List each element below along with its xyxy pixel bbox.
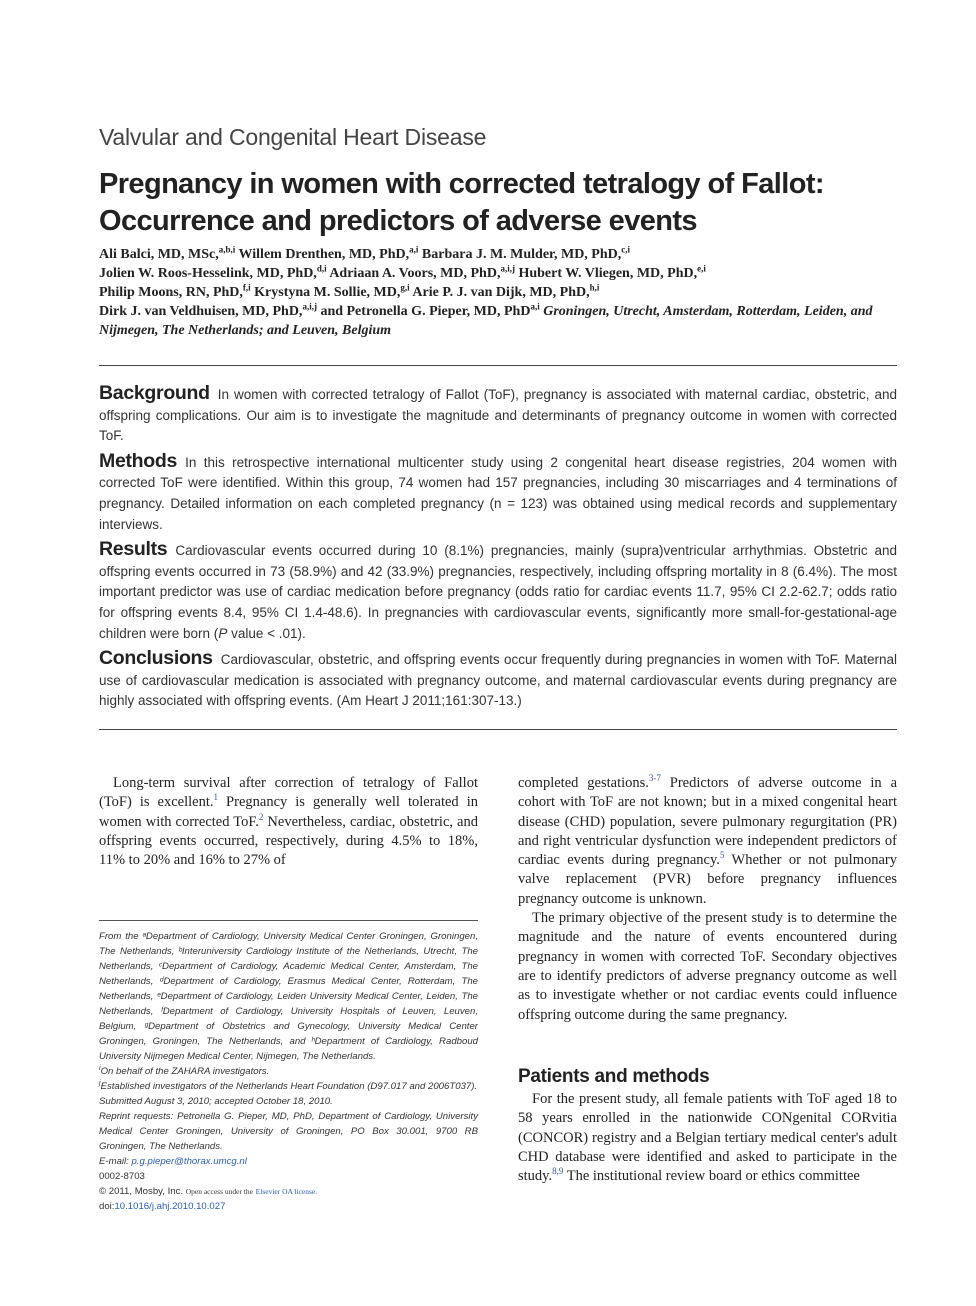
author: Hubert W. Vliegen, MD, PhD,$^{e,i}$: [518, 263, 706, 281]
article-title: Pregnancy in women with corrected tetralogy of Fallot: Occurrence and predictors of adverse events: [99, 168, 824, 237]
author-list: [99, 245, 899, 340]
methods-paragraph: For the present study, all female patients with ToF aged 18 to 58 years enrolled in the nationwide CONgenital CORvitia (CONCOR) registry and a Belgian tertiary medical center's adult CHD database were identified and asked to participate in the study.$^{8,9}$ The institutional review board or ethics committee: [518, 1091, 897, 1185]
abstract-bottom-rule: [99, 729, 897, 730]
doi-link[interactable]: 10.1016/j.ahj.2010.10.027: [114, 1201, 226, 1212]
email-link[interactable]: p.g.pieper@thorax.umcg.nl: [131, 1156, 247, 1167]
abstract-top-rule: [99, 365, 897, 366]
section-heading: Patients and methods: [518, 1065, 710, 1087]
abstract-conclusions: Conclusions Cardiovascular, obstetric, and offspring events occur frequently during pregnancies in women with ToF. Maternal use of cardiovascular medication is associated with pregnancy outcome, and maternal cardiovascular events during pregnancy are highly associated with offspring events. (Am Heart J 2011;161:307-13.): [99, 647, 897, 709]
abstract-methods: Methods In this retrospective international multicenter study using 2 congenital heart disease registries, 204 women with corrected ToF were identified. Within this group, 74 women had 157 pregnancies, including 30 miscarriages and 4 terminations of pregnancy. Detailed information on each completed pregnancy (n = 123) was obtained using medical records and supplementary interviews.: [99, 449, 897, 532]
citation-link[interactable]: 8,9: [552, 1166, 564, 1177]
citation-link[interactable]: 5: [719, 850, 725, 861]
author: Barbara J. M. Mulder, MD, PhD,$^{c,i}$: [421, 244, 630, 262]
author: Willem Drenthen, MD, PhD,$^{a,i}$: [238, 244, 419, 262]
intro-paragraph: Long-term survival after correction of tetralogy of Fallot (ToF) is excellent.$^1$ Pregnancy is generally well tolerated in women with corrected ToF.$^2$ Nevertheless, cardiac, obstetric, and offspring events occurred, respectively, during 4.5% to 18%, 11% to 20% and 16% to 27% of: [99, 775, 478, 869]
footnotes: [99, 929, 478, 1214]
intro-paragraph-cont: completed gestations.$^{3-7}$ Predictors of adverse outcome in a cohort with ToF are not known; but in a mixed congenital heart disease (CHD) population, severe pulmonary regurgitation (PR) and right ventricular dysfunction were independent predictors of cardiac events during pregnancy.$^5$ Whether or not pulmonary valve replacement (PVR) before pregnancy influences pregnancy outcome is unknown.: [518, 773, 898, 907]
footnote-rule: [99, 920, 478, 921]
author-locations: Groningen, Utrecht, Amsterdam, Rotterdam, Leiden, and Nijmegen, The Netherlands; and Leuven, Belgium: [99, 304, 873, 338]
author: Jolien W. Roos-Hesselink, MD, PhD,$^{d,i}$: [99, 263, 327, 281]
author: Dirk J. van Veldhuisen, MD, PhD,$^{a,i,j}$: [99, 301, 317, 319]
email-line: E-mail: p.g.pieper@thorax.umcg.nl: [99, 1156, 247, 1167]
author: Philip Moons, RN, PhD,$^{f,i}$: [99, 282, 251, 300]
section-kicker: Valvular and Congenital Heart Disease: [99, 124, 487, 150]
reprint-note: Reprint requests: Petronella G. Pieper, MD, PhD, Department of Cardiology, University Medical Center Groningen, University of Groningen, PO Box 30.001, 9700 RB Groningen, The Netherlands.: [99, 1111, 478, 1152]
citation-link[interactable]: 2: [258, 811, 264, 822]
copyright: © 2011, Mosby, Inc. Open access under the Elsevier OA license.: [99, 1186, 318, 1197]
abstract: [99, 383, 897, 716]
affiliations: From the ᵃDepartment of Cardiology, University Medical Center Groningen, Groningen, The Netherlands, ᵇInteruniversity Cardiology Institute of the Netherlands, Utrecht, The Netherlands, ᶜDepartment of Cardiology, Academic Medical Center, Amsterdam, The Netherlands, ᵈDepartment of Cardiology, Erasmus Medical Center, Rotterdam, The Netherlands, ᵉDepartment of Cardiology, Leiden University Medical Center, Leiden, The Netherlands, ᶠDepartment of Cardiology, University Hospitals of Leuven, Leuven, Belgium, ᵍDepartment of Obstetrics and Gynecology, University Medical Center Groningen, Groningen, The Netherlands, and ʰDepartment of Cardiology, Radboud University Nijmegen Medical Center, Nijmegen, The Netherlands.: [99, 931, 478, 1062]
doi-line: doi:10.1016/j.ahj.2010.10.027: [99, 1201, 226, 1212]
abstract-results: Results Cardiovascular events occurred during 10 (8.1%) pregnancies, mainly (supra)ventricular arrhythmias. Obstetric and offspring events occurred in 73 (58.9%) and 42 (33.9%) pregnancies, respectively, including offspring mortality in 8 (6.4%). The most important predictor was use of cardiac medication before pregnancy (odds ratio for cardiac events 11.7, 95% CI 2.2-62.7; odds ratio for offspring events 8.4, 95% CI 1.4-48.6). In pregnancies with cardiovascular events, significantly more small-for-gestational-age children were born (P value < .01).: [99, 538, 897, 641]
objectives-paragraph: The primary objective of the present study is to determine the magnitude and the nature of events encountered during pregnancy in women with corrected ToF. Secondary objectives are to identify predictors of adverse pregnancy outcome as well as to investigate whether or not cardiac events could influence offspring outcome during the same pregnancy.: [518, 910, 897, 1023]
author: and Petronella G. Pieper, MD, PhD$^{a,i}$: [320, 301, 540, 319]
issn: 0002-8703: [99, 1171, 145, 1182]
author: Adriaan A. Voors, MD, PhD,$^{a,i,j}$: [329, 263, 515, 281]
body-column-right: [518, 774, 897, 1187]
citation-link[interactable]: 3-7: [648, 773, 661, 784]
established-note: $^j$Established investigators of the Netherlands Heart Foundation (D97.017 and 2006T037).: [99, 1079, 478, 1092]
author: Ali Balci, MD, MSc,$^{a,b,i}$: [99, 244, 236, 262]
abstract-background: Background In women with corrected tetralogy of Fallot (ToF), pregnancy is associated with maternal cardiac, obstetric, and offspring complications. Our aim is to investigate the magnitude and determinants of pregnancy outcome in women with corrected ToF.: [99, 382, 897, 444]
citation-link[interactable]: 1: [213, 792, 219, 803]
behalf-note: $^i$On behalf of the ZAHARA investigators.: [99, 1064, 270, 1077]
author: Arie P. J. van Dijk, MD, PhD,$^{h,i}$: [412, 282, 600, 300]
author: Krystyna M. Sollie, MD,$^{g,i}$: [254, 282, 410, 300]
body-column-left: [99, 774, 478, 870]
submitted-note: Submitted August 3, 2010; accepted October 18, 2010.: [99, 1096, 333, 1107]
license-link[interactable]: Elsevier OA license.: [255, 1187, 318, 1196]
